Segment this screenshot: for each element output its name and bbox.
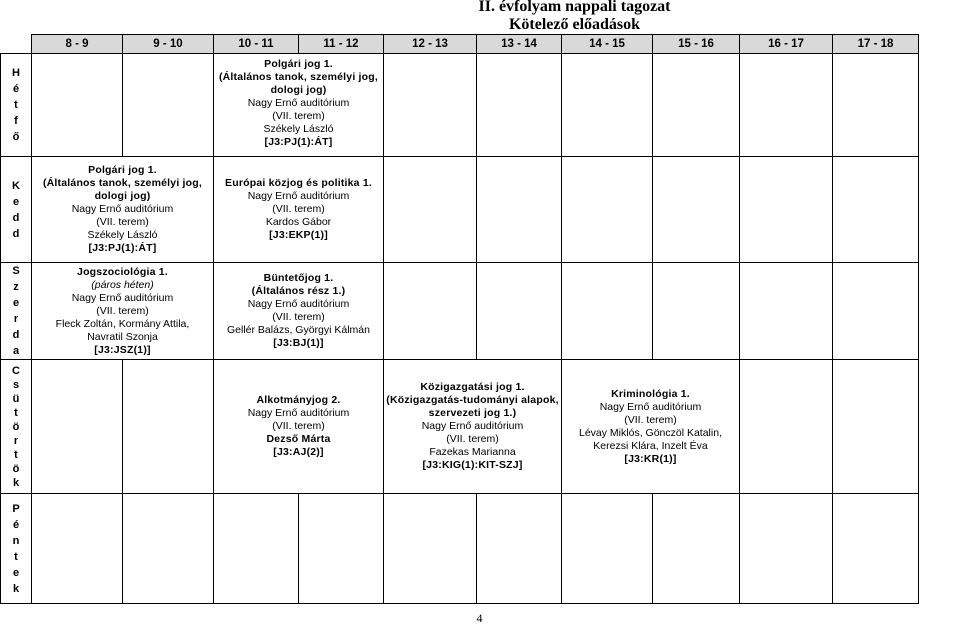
day-label-monday: H é t f ő: [1, 54, 32, 157]
day-label-tuesday: K e d d: [1, 157, 32, 263]
course-block: Kriminológia 1. Nagy Ernő auditórium (VII. terem) Lévay Miklós, Gönczöl Katalin, Kerezsi Klára, Inzelt Éva [J3:KR(1)]: [562, 360, 740, 494]
time-slot-header: 13 - 14: [477, 35, 562, 54]
time-slot-header: 10 - 11: [214, 35, 299, 54]
time-slot-header: 12 - 13: [384, 35, 477, 54]
day-row-wednesday: [1, 263, 919, 360]
time-slot-header: 9 - 10: [123, 35, 214, 54]
time-slot-header: 15 - 16: [653, 35, 740, 54]
course-block: Európai közjog és politika 1. Nagy Ernő auditórium (VII. terem) Kardos Gábor [J3:EKP(1)]: [214, 157, 384, 263]
day-label-friday: P é n t e k: [1, 494, 32, 604]
course-block: Büntetőjog 1. (Általános rész 1.) Nagy Ernő auditórium (VII. terem) Gellér Balázs, Györgyi Kálmán [J3:BJ(1)]: [214, 263, 384, 360]
time-slot-header: 14 - 15: [562, 35, 653, 54]
page-number: 4: [476, 611, 483, 625]
day-row-tuesday: [1, 157, 919, 263]
course-block: Közigazgatási jog 1. (Közigazgatás-tudományi alapok, szervezeti jog 1.) Nagy Ernő auditórium (VII. terem) Fazekas Marianna [J3:KIG(1):KIT-SZJ]: [384, 360, 562, 494]
course-block: Polgári jog 1. (Általános tanok, személyi jog, dologi jog) Nagy Ernő auditórium (VII. terem) Székely László [J3:PJ(1):ÁT]: [32, 157, 214, 263]
page-subtitle: Kötelező előadások: [508, 16, 641, 33]
time-slot-header: 17 - 18: [833, 35, 919, 54]
timetable: [0, 34, 919, 604]
day-row-friday: [1, 494, 919, 604]
course-block: Polgári jog 1. (Általános tanok, személyi jog, dologi jog) Nagy Ernő auditórium (VII. terem) Székely László [J3:PJ(1):ÁT]: [214, 54, 384, 157]
time-slot-header: 8 - 9: [32, 35, 123, 54]
corner-cell: [1, 35, 32, 54]
day-row-monday: [1, 54, 919, 157]
page-title: II. évfolyam nappali tagozat: [478, 0, 671, 15]
course-block: Alkotmányjog 2. Nagy Ernő auditórium (VII. terem) Dezső Márta [J3:AJ(2)]: [214, 360, 384, 494]
day-label-thursday: C s ü t ö r t ö k: [1, 360, 32, 494]
course-block: Jogszociológia 1. (páros héten) Nagy Ernő auditórium (VII. terem) Fleck Zoltán, Kormány Attila, Navratil Szonja [J3:JSZ(1)]: [32, 263, 214, 360]
time-slot-header: 16 - 17: [740, 35, 833, 54]
day-row-thursday: [1, 360, 919, 494]
time-slot-header: 11 - 12: [299, 35, 384, 54]
header-row: [1, 35, 919, 54]
day-label-wednesday: S z e r d a: [1, 263, 32, 360]
